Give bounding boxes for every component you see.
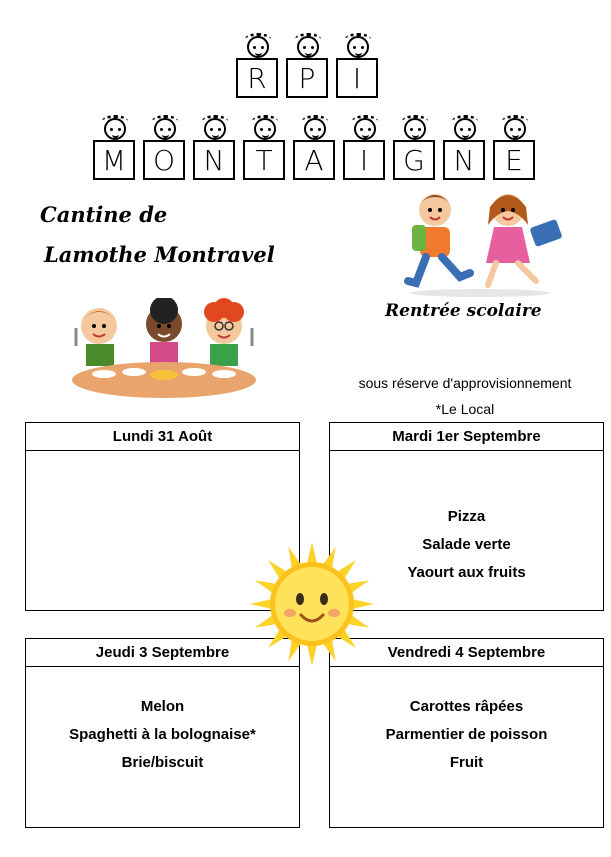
reserve-note: sous réserve d'approvisionnement <box>358 375 572 391</box>
menu-item: Salade verte <box>422 536 511 553</box>
kid-letter-card <box>293 118 337 188</box>
kid-letter-card <box>336 36 380 106</box>
day-title: Vendredi 4 Septembre <box>330 639 603 667</box>
letter: I <box>343 140 385 180</box>
kid-letter-card <box>93 118 137 188</box>
rpi-title <box>236 36 386 106</box>
local-note: *Le Local <box>435 401 495 417</box>
kid-letter-card <box>493 118 537 188</box>
menu-item: Pizza <box>447 508 486 525</box>
letter: E <box>493 140 535 180</box>
montaigne-title <box>93 118 543 188</box>
sun-ray <box>307 542 317 564</box>
sun-ray <box>250 599 272 609</box>
letter: I <box>336 58 378 98</box>
day-title: Jeudi 3 Septembre <box>26 639 299 667</box>
menu-item: Parmentier de poisson <box>385 726 548 743</box>
letter: G <box>393 140 435 180</box>
menu-item: Spaghetti à la bolognaise* <box>69 726 256 743</box>
kid-letter-card <box>193 118 237 188</box>
sun-ray <box>352 599 374 609</box>
kid-letter-card <box>286 36 330 106</box>
menu-item: Melon <box>140 698 185 715</box>
kid-letter-card <box>393 118 437 188</box>
kids-running-illustration <box>390 185 570 300</box>
kid-letter-card <box>236 36 280 106</box>
kid-letter-card <box>443 118 487 188</box>
menu-item: Brie/biscuit <box>121 754 204 771</box>
letter: A <box>293 140 335 180</box>
letter: R <box>236 58 278 98</box>
kid-letter-card <box>143 118 187 188</box>
menu-item: Carottes râpées <box>409 698 524 715</box>
rentree-label: Rentrée scolaire <box>385 301 542 321</box>
cantine-line-1: Cantine de <box>40 202 168 227</box>
day-title: Mardi 1er Septembre <box>330 423 603 451</box>
menu-item: Yaourt aux fruits <box>407 564 526 581</box>
letter: T <box>243 140 285 180</box>
cantine-line-2: Lamothe Montravel <box>44 242 275 267</box>
kids-eating-illustration <box>64 298 264 403</box>
letter: O <box>143 140 185 180</box>
letter: N <box>193 140 235 180</box>
kid-letter-card <box>243 118 287 188</box>
sun-icon <box>247 539 377 669</box>
sun-ray <box>307 644 317 666</box>
day-title: Lundi 31 Août <box>26 423 299 451</box>
letter: P <box>286 58 328 98</box>
kid-letter-card <box>343 118 387 188</box>
menu-item: Fruit <box>449 754 484 771</box>
letter: N <box>443 140 485 180</box>
letter: M <box>93 140 135 180</box>
